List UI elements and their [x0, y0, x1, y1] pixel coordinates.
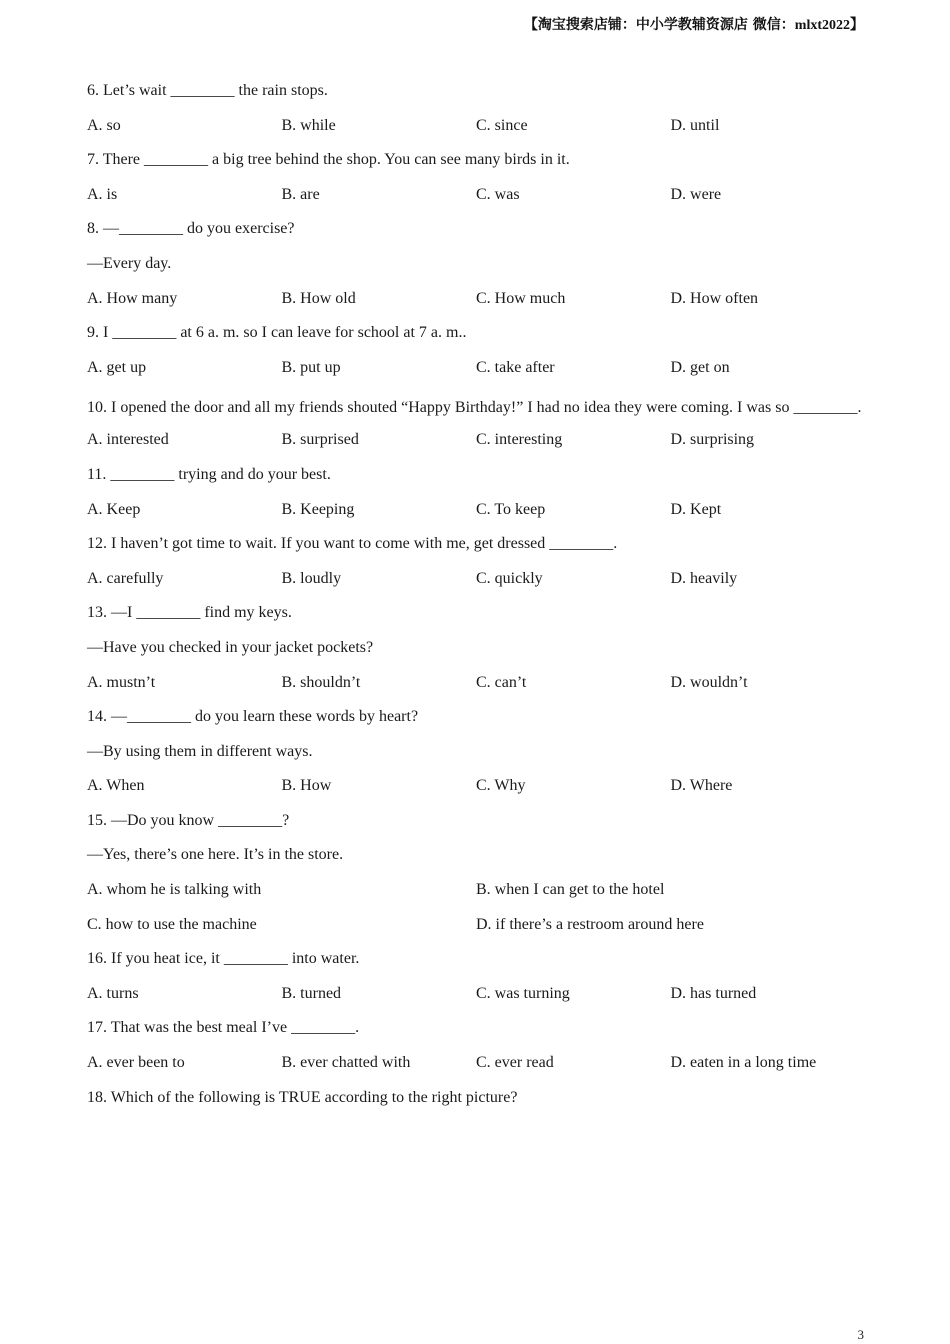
header-wechat-id: mlxt2022 [794, 18, 850, 33]
answer-option: A. get up [87, 358, 147, 376]
question-list [87, 78, 863, 1119]
answer-option: D. until [670, 116, 720, 134]
page-number: 3 [857, 1327, 864, 1342]
answer-option: B. Keeping [281, 500, 355, 518]
question-dialogue-line: —By using them in different ways. [87, 742, 313, 760]
answer-options [87, 877, 863, 912]
answer-option: C. was [476, 185, 520, 203]
question-dialogue-line: —Have you checked in your jacket pockets? [87, 638, 374, 656]
answer-option: D. were [670, 185, 722, 203]
answer-options [87, 773, 863, 808]
question-dialogue-line: —Every day. [87, 254, 172, 272]
answer-option: A. turns [87, 984, 139, 1002]
answer-options [87, 182, 863, 217]
answer-option: B. when I can get to the hotel [476, 881, 665, 899]
answer-option: D. How often [670, 289, 759, 307]
question-stem: 11. ________ trying and do your best. [87, 465, 331, 483]
answer-option: B. shouldn’t [281, 673, 361, 691]
question-stem: 16. If you heat ice, it ________ into water. [87, 950, 360, 968]
answer-option: D. surprising [670, 431, 755, 449]
answer-option: B. surprised [281, 431, 359, 449]
answer-options [87, 497, 863, 532]
question-stem: 7. There ________ a big tree behind the shop. You can see many birds in it. [87, 151, 570, 169]
answer-option: D. get on [670, 358, 730, 376]
answer-option: A. How many [87, 289, 178, 307]
answer-option: B. How [281, 777, 332, 795]
page-header [524, 14, 864, 34]
answer-option: A. interested [87, 431, 169, 449]
answer-options [87, 113, 863, 148]
answer-option: D. Where [670, 777, 733, 795]
answer-option: D. eaten in a long time [670, 1054, 817, 1072]
answer-options [87, 670, 863, 705]
answer-option: B. while [281, 116, 336, 134]
answer-options [87, 427, 863, 462]
answer-options [87, 912, 863, 947]
answer-option: C. Why [476, 777, 526, 795]
answer-options [87, 566, 863, 601]
header-shop-text: 【淘宝搜索店铺：中小学教辅资源店 微信： [523, 17, 795, 33]
question-stem: 9. I ________ at 6 a. m. so I can leave for school at 7 a. m.. [87, 324, 467, 342]
answer-option: A. ever been to [87, 1054, 185, 1072]
answer-option: D. has turned [670, 984, 757, 1002]
question-stem: 6. Let’s wait ________ the rain stops. [87, 82, 328, 99]
answer-option: C. was turning [476, 984, 570, 1002]
answer-option: A. mustn’t [87, 673, 156, 691]
answer-option: B. loudly [281, 569, 342, 587]
question-stem: 12. I haven’t got time to wait. If you want to come with me, get dressed ________. [87, 535, 618, 553]
answer-option: A. When [87, 777, 145, 795]
answer-options [87, 1050, 863, 1085]
question-stem: 8. —________ do you exercise? [87, 220, 295, 238]
answer-option: B. How old [281, 289, 356, 307]
question-stem: 15. —Do you know ________? [87, 811, 290, 829]
answer-option: C. since [476, 116, 528, 134]
answer-option: C. ever read [476, 1054, 554, 1072]
answer-option: A. is [87, 185, 118, 203]
answer-option: A. so [87, 116, 121, 134]
answer-option: A. Keep [87, 500, 141, 518]
question-stem: 17. That was the best meal I’ve ________. [87, 1019, 360, 1037]
answer-option: D. if there’s a restroom around here [476, 915, 704, 933]
answer-options [87, 981, 863, 1016]
answer-option: B. turned [281, 984, 342, 1002]
answer-options [87, 355, 863, 390]
answer-option: C. To keep [476, 500, 546, 518]
question-stem: 18. Which of the following is TRUE according to the right picture? [87, 1088, 518, 1106]
answer-option: C. take after [476, 358, 555, 376]
header-bracket-end: 】 [850, 17, 864, 33]
answer-option: C. can’t [476, 673, 527, 691]
question-stem: 14. —________ do you learn these words by heart? [87, 708, 419, 726]
answer-option: D. wouldn’t [670, 673, 748, 691]
answer-option: B. ever chatted with [281, 1054, 411, 1072]
answer-option: C. quickly [476, 569, 543, 587]
answer-option: C. How much [476, 289, 566, 307]
question-dialogue-line: —Yes, there’s one here. It’s in the store. [87, 846, 344, 864]
answer-option: D. heavily [670, 569, 738, 587]
answer-option: A. carefully [87, 569, 164, 587]
answer-option: D. Kept [670, 500, 722, 518]
answer-option: B. are [281, 185, 320, 203]
answer-option: A. whom he is talking with [87, 881, 262, 899]
answer-option: B. put up [281, 358, 341, 376]
answer-option: C. interesting [476, 431, 563, 449]
answer-option: C. how to use the machine [87, 915, 257, 933]
question-stem: 13. —I ________ find my keys. [87, 604, 292, 622]
question-stem: 10. I opened the door and all my friends shouted “Happy Birthday!” I had no idea they were coming. I was so ________. [87, 399, 862, 417]
answer-options [87, 286, 863, 321]
